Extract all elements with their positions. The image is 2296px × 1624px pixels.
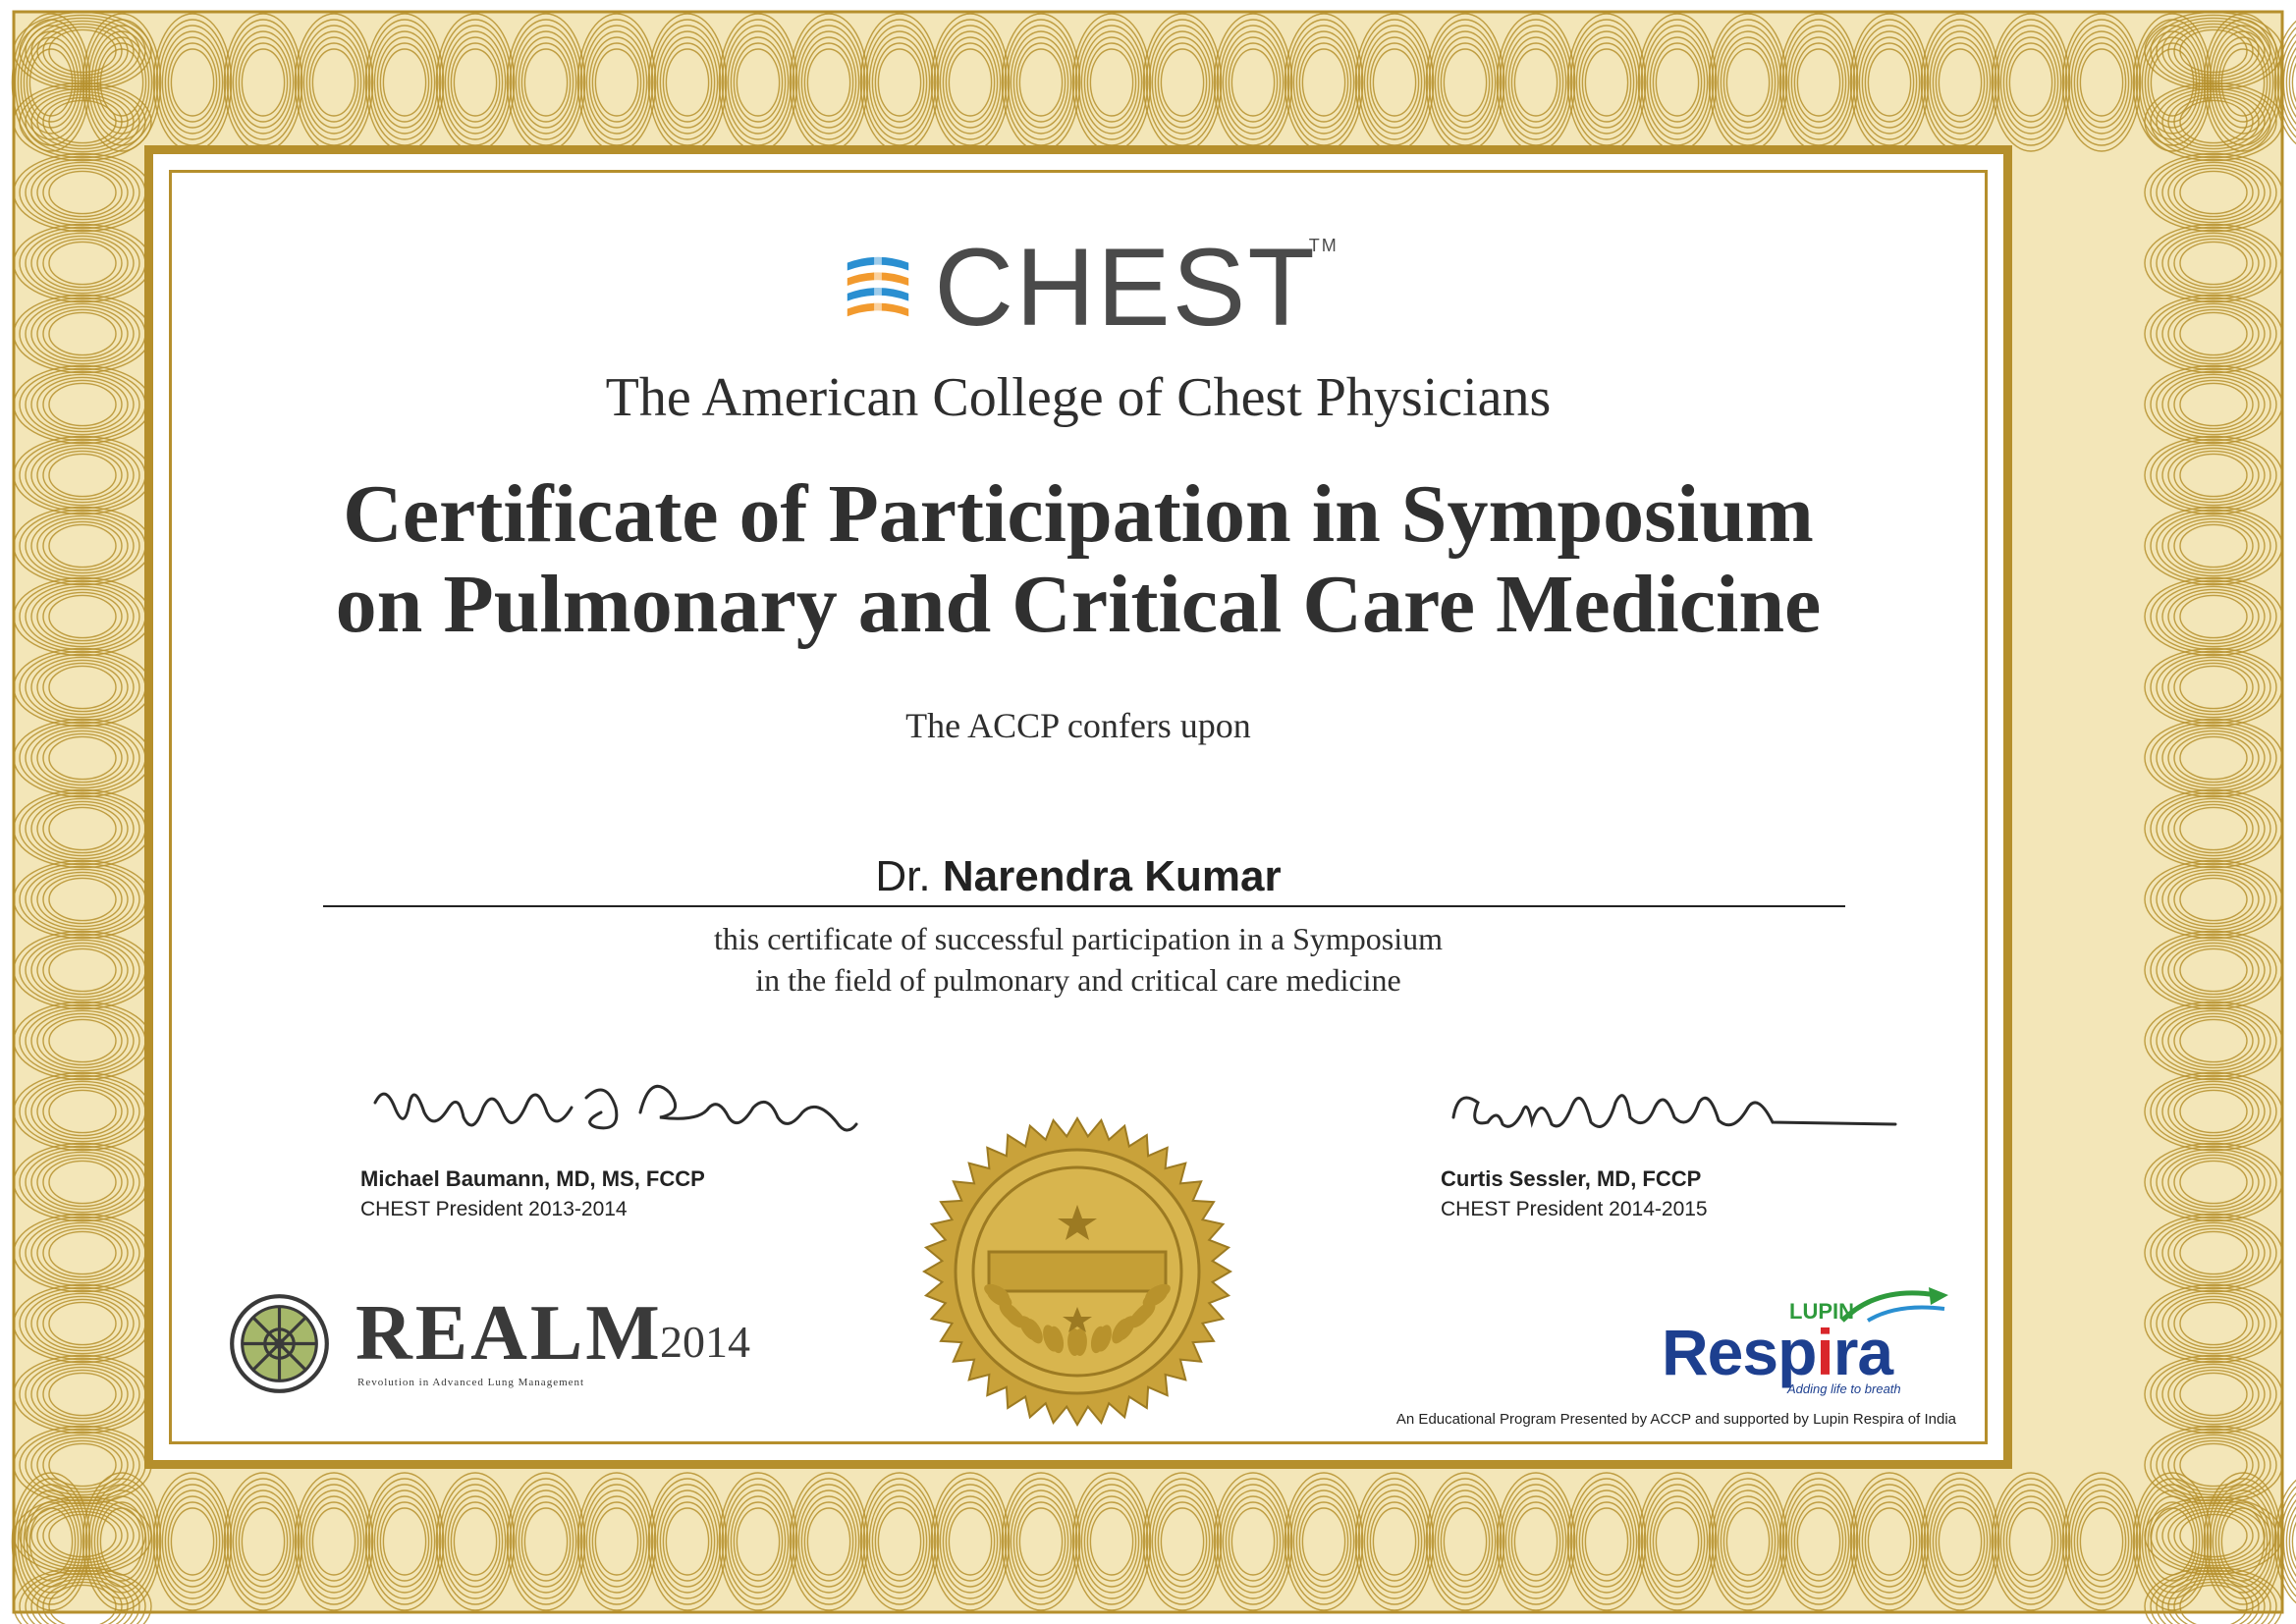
signatory-baumann [360, 1166, 705, 1221]
signatory-role: CHEST President 2014-2015 [1441, 1198, 1708, 1220]
chest-logo-text: CHEST TM [934, 226, 1339, 349]
confers-text: The ACCP confers upon [905, 706, 1251, 745]
lupin-respira-logo [1662, 1299, 1956, 1407]
title-line-1: Certificate of Participation in Symposium [343, 468, 1814, 560]
realm-year: 2014 [660, 1317, 750, 1367]
signatory-role: CHEST President 2013-2014 [360, 1198, 628, 1220]
educational-program-note: An Educational Program Presented by ACCP and supported by Lupin Respira of India [1395, 1411, 1956, 1428]
signature-baumann [355, 1063, 866, 1171]
certificate-content [169, 170, 1988, 1444]
realm-emblem-icon [228, 1292, 331, 1395]
gold-seal-icon [920, 1114, 1234, 1429]
certificate-description [169, 918, 1988, 1001]
recipient-underline [323, 905, 1845, 907]
signature-sessler [1434, 1063, 1944, 1171]
organization-name: The American College of Chest Physicians [605, 367, 1552, 428]
lupin-brand: LUPIN [1789, 1299, 1854, 1324]
realm-wordmark: REALM [355, 1290, 663, 1377]
signatory-sessler [1441, 1166, 1708, 1221]
recipient-prefix: Dr. [875, 852, 931, 900]
realm-subtitle: Revolution in Advanced Lung Management [357, 1377, 585, 1388]
recipient-full-name: Narendra Kumar [942, 852, 1282, 900]
respira-wordmark: Respira [1662, 1316, 1893, 1388]
chest-logo-icon [840, 249, 916, 326]
certificate-title [169, 469, 1988, 650]
signatory-name: Curtis Sessler, MD, FCCP [1441, 1166, 1702, 1191]
title-line-2: on Pulmonary and Critical Care Medicine [335, 559, 1822, 650]
description-line-2: in the field of pulmonary and critical care medicine [755, 962, 1401, 998]
signatory-name: Michael Baumann, MD, MS, FCCP [360, 1166, 705, 1191]
realm-logo [228, 1292, 778, 1400]
recipient-name [169, 852, 1988, 901]
description-line-1: this certificate of successful participation in a Symposium [713, 921, 1444, 956]
respira-tagline: Adding life to breath [1787, 1381, 1901, 1396]
trademark-mark: TM [1308, 236, 1339, 255]
chest-logo [169, 226, 1988, 349]
